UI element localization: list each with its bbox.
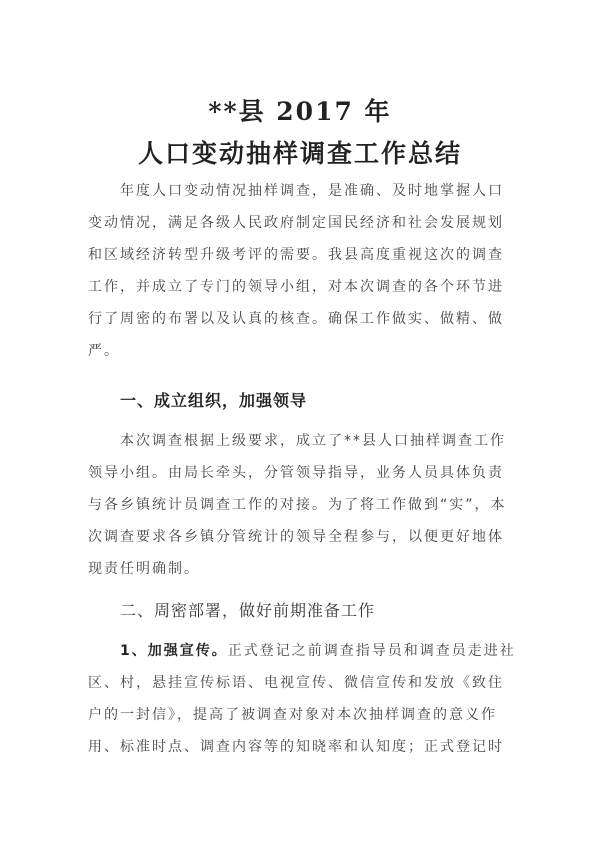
paragraph-lead: 1、加强宣传。 <box>120 643 228 659</box>
paragraph-line: 工作，并成立了专门的领导小组，对本次调查的各个环节进 <box>88 279 504 295</box>
document-title-line1: **县 2017 年 <box>208 97 392 126</box>
paragraph-line: 和区域经济转型升级考评的需要。我县高度重视这次的调查 <box>88 247 504 263</box>
paragraph-line: 严。 <box>88 343 120 359</box>
paragraph-line: 户的一封信》，提高了被调查对象对本次抽样调查的意义作 <box>88 707 497 723</box>
paragraph-line: 现责任明确制。 <box>88 561 200 577</box>
paragraph-line <box>120 640 516 660</box>
paragraph-line: 与各乡镇统计员调查工作的对接。为了将工作做到“实”，本 <box>88 497 507 513</box>
document-title-line2: 人口变动抽样调查工作总结 <box>137 139 462 168</box>
paragraph-line: 变动情况，满足各级人民政府制定国民经济和社会发展规划 <box>88 215 504 231</box>
paragraph-line: 本次调查根据上级要求，成立了**县人口抽样调查工作 <box>120 433 506 449</box>
section-heading-1: 一、成立组织，加强领导 <box>120 391 308 410</box>
paragraph-line: 年度人口变动情况抽样调查，是准确、及时地掌握人口 <box>120 183 504 199</box>
section-heading-2: 二、周密部署，做好前期准备工作 <box>120 601 376 620</box>
paragraph-line: 次调查要求各乡镇分管统计的领导全程参与，以便更好地体 <box>88 529 504 545</box>
paragraph-line: 领导小组。由局长牵头，分管领导指导，业务人员具体负责 <box>88 465 504 481</box>
paragraph-line: 行了周密的布署以及认真的核查。确保工作做实、做精、做 <box>88 311 504 327</box>
paragraph-line: 用、标准时点、调查内容等的知晓率和认知度；正式登记时 <box>88 739 504 755</box>
paragraph-text: 正式登记之前调查指导员和调查员走进社 <box>227 643 516 659</box>
paragraph-line: 区、村，悬挂宣传标语、电视宣传、微信宣传和发放《致住 <box>88 675 504 691</box>
